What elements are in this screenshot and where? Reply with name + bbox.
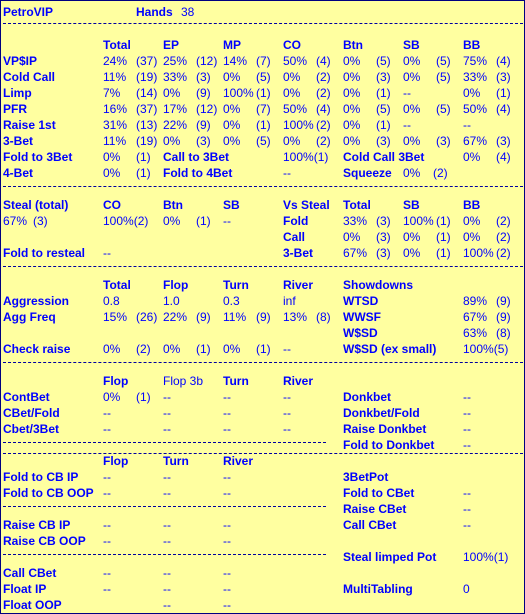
vs-cbet-cell-value: -- [163, 518, 171, 532]
preflop-cell-value: -- [463, 118, 471, 132]
vs-cbet-cell-value: -- [223, 598, 231, 612]
preflop-cell-count: (2) [316, 86, 331, 100]
preflop-cell-value: 0% [403, 102, 421, 116]
vs-cbet-cell-value: -- [103, 566, 111, 580]
preflop-cell-value: 50% [283, 54, 308, 68]
showdown-count: (8) [496, 326, 511, 340]
vs-steal-cell-value: 100% [403, 214, 434, 228]
vs-cbet-cell-value: -- [163, 566, 171, 580]
preflop-cell-value: 16% [103, 102, 128, 116]
preflop-cell-value: 67% [463, 134, 488, 148]
preflop-cell-count: (37) [136, 54, 158, 68]
preflop-cell-count: (3) [196, 70, 211, 84]
showdown-value: 63% [463, 326, 488, 340]
four-bet-count: (1) [136, 166, 151, 180]
vs-cbet-cell-value: -- [223, 518, 231, 532]
preflop-cell-count: (5) [436, 70, 451, 84]
showdown-row-label: WTSD [343, 294, 379, 308]
preflop-cell-value: 100% [223, 86, 254, 100]
four-bet-value: 0% [103, 166, 121, 180]
cbet-col-header: Turn [223, 374, 249, 388]
fold-to-3bet-value: 0% [103, 150, 121, 164]
cbet-cell-value: -- [103, 406, 111, 420]
preflop-cell-count: (9) [196, 118, 211, 132]
donk-row-label: Fold to Donkbet [343, 438, 435, 452]
steal-limped-pot-value: 100%(1) [463, 550, 509, 564]
cbet-cell-value: -- [163, 390, 171, 404]
preflop-cell-value: 0% [163, 134, 181, 148]
preflop-cell-value: 11% [103, 70, 127, 84]
cbet-cell-value: -- [283, 422, 291, 436]
steal-total-value: 67% [3, 214, 28, 228]
preflop-cell-count: (1) [496, 86, 511, 100]
preflop-cell-count: (4) [496, 102, 511, 116]
vs-cbet-cell-value: -- [223, 470, 231, 484]
preflop-cell-value: 22% [163, 118, 188, 132]
preflop-cell-count: (2) [316, 70, 331, 84]
threebet-pot-value: -- [463, 502, 471, 516]
section-separator [3, 186, 523, 187]
showdown-row-label: WWSF [343, 310, 381, 324]
cbet-col-header: Flop [103, 374, 129, 388]
postflop-col-header: Total [103, 278, 131, 292]
preflop-col-header: EP [163, 38, 180, 52]
preflop-cell-count: (5) [256, 70, 271, 84]
donk-row-label: Donkbet/Fold [343, 406, 420, 420]
agg-freq-count: (8) [316, 310, 331, 324]
preflop-cell-value: 17% [163, 102, 188, 116]
postflop-col-header: Turn [223, 278, 249, 292]
aggression-value: 0.3 [223, 294, 240, 308]
vs-cbet-cell-value: -- [163, 598, 171, 612]
cbet-col-header: Flop 3b [163, 374, 204, 388]
steal-btn-count: (1) [196, 214, 211, 228]
preflop-row-label: PFR [3, 102, 27, 116]
vs-steal-cell-count: (2) [496, 214, 511, 228]
agg-freq-value: 15% [103, 310, 128, 324]
vs-steal-cell-count: (2) [496, 230, 511, 244]
vs-cbet-col-header: River [223, 454, 254, 468]
vs-steal-row-label: 3-Bet [283, 246, 314, 260]
steal-co-value: 100%(2) [103, 214, 149, 228]
vs-cbet-row-label: Raise CB IP [3, 518, 71, 532]
donk-value: -- [463, 438, 471, 452]
preflop-cell-value: 0% [403, 70, 421, 84]
preflop-cell-value: 0% [403, 134, 421, 148]
preflop-cell-count: (37) [136, 102, 158, 116]
aggression-value: 0.8 [103, 294, 120, 308]
squeeze-label: Squeeze [343, 166, 392, 180]
vs-cbet-cell-value: -- [223, 486, 231, 500]
threebet-pot-value: -- [463, 518, 471, 532]
cbet-row-label: CBet/Fold [3, 406, 60, 420]
check-raise-label: Check raise [3, 342, 71, 356]
cbet-cell-value: -- [223, 406, 231, 420]
hands-value: 38 [181, 5, 195, 19]
fold-to-resteal-label: Fold to resteal [3, 246, 86, 260]
fold-to-3bet-label: Fold to 3Bet [3, 150, 73, 164]
vs-steal-cell-value: 100% [463, 246, 494, 260]
preflop-cell-value: 0% [223, 118, 241, 132]
preflop-row-label: VP$IP [3, 54, 38, 68]
vs-cbet-cell-value: -- [103, 534, 111, 548]
cold-call-3bet-label: Cold Call 3Bet [343, 150, 425, 164]
section-separator [3, 554, 326, 555]
preflop-cell-count: (13) [136, 118, 158, 132]
postflop-col-header: Flop [163, 278, 189, 292]
donk-value: -- [463, 406, 471, 420]
preflop-cell-value: 24% [103, 54, 128, 68]
vs-steal-cell-value: 0% [403, 230, 421, 244]
preflop-cell-value: 75% [463, 54, 488, 68]
cbet-cell-value: -- [223, 390, 231, 404]
preflop-cell-value: 0% [223, 102, 241, 116]
preflop-col-header: Total [103, 38, 131, 52]
vs-steal-cell-count: (2) [496, 246, 511, 260]
preflop-col-header: Btn [343, 38, 363, 52]
cbet-row-label: ContBet [3, 390, 50, 404]
steal-total-label: Steal (total) [3, 198, 69, 212]
threebet-pot-value: -- [463, 486, 471, 500]
preflop-col-header: BB [463, 38, 481, 52]
preflop-cell-value: 0% [343, 102, 361, 116]
preflop-cell-value: 11% [103, 134, 127, 148]
vs-cbet-row-label: Float OOP [3, 598, 62, 612]
vs-cbet-cell-value: -- [163, 486, 171, 500]
donk-row-label: Raise Donkbet [343, 422, 427, 436]
cbet-cell-value: 0% [103, 390, 121, 404]
preflop-cell-count: (9) [196, 86, 211, 100]
preflop-cell-count: (1) [376, 118, 391, 132]
vs-steal-cell-value: 0% [343, 230, 361, 244]
agg-freq-count: (9) [256, 310, 271, 324]
vs-cbet-cell-value: -- [103, 518, 111, 532]
preflop-cell-count: (5) [436, 102, 451, 116]
section-separator [3, 506, 326, 507]
preflop-cell-count: (14) [136, 86, 158, 100]
squeeze-value: 0% [403, 166, 421, 180]
check-raise-count: (1) [196, 342, 211, 356]
threebet-pot-title: 3BetPot [343, 470, 389, 484]
preflop-cell-value: 0% [283, 70, 301, 84]
vs-cbet-cell-value: -- [103, 582, 111, 596]
vs-steal-cell-value: 0% [463, 230, 481, 244]
vs-cbet-cell-value: -- [103, 486, 111, 500]
preflop-cell-count: (3) [196, 134, 211, 148]
preflop-cell-count: (4) [496, 54, 511, 68]
preflop-cell-value: 0% [343, 118, 361, 132]
vs-cbet-row-label: Float IP [3, 582, 47, 596]
preflop-row-label: Raise 1st [3, 118, 56, 132]
section-separator [3, 442, 326, 443]
vs-steal-cell-count: (3) [376, 230, 391, 244]
threebet-pot-row-label: Raise CBet [343, 502, 407, 516]
vs-cbet-row-label: Call CBet [3, 566, 57, 580]
cbet-cell-value: -- [283, 406, 291, 420]
cbet-cell-value: -- [103, 422, 111, 436]
check-raise-value: 0% [223, 342, 241, 356]
agg-freq-value: 13% [283, 310, 308, 324]
preflop-row-label: 3-Bet [3, 134, 34, 148]
preflop-cell-count: (12) [196, 102, 218, 116]
vs-steal-col-header: BB [463, 198, 481, 212]
threebet-pot-row-label: Call CBet [343, 518, 397, 532]
vs-cbet-cell-value: -- [163, 582, 171, 596]
postflop-col-header: River [283, 278, 314, 292]
aggression-value: 1.0 [163, 294, 180, 308]
fold-to-3bet-count: (1) [136, 150, 151, 164]
check-raise-value: 0% [163, 342, 181, 356]
vs-steal-cell-count: (3) [376, 214, 391, 228]
vs-steal-row-label: Fold [283, 214, 309, 228]
agg-freq-count: (9) [196, 310, 211, 324]
vs-cbet-cell-value: -- [103, 470, 111, 484]
vs-cbet-col-header: Flop [103, 454, 129, 468]
steal-co-label: CO [103, 198, 121, 212]
call-to-3bet-value: 100%(1) [283, 150, 329, 164]
preflop-cell-value: 50% [463, 102, 488, 116]
preflop-cell-count: (2) [316, 118, 331, 132]
aggression-value: inf [283, 294, 296, 308]
preflop-cell-count: (4) [316, 102, 331, 116]
cold-call-3bet-value: 0% [463, 150, 481, 164]
vs-steal-label: Vs Steal [283, 198, 330, 212]
aggression-label: Aggression [3, 294, 70, 308]
steal-total-count: (3) [33, 214, 48, 228]
preflop-cell-value: 31% [103, 118, 128, 132]
check-raise-value: 0% [103, 342, 121, 356]
steal-btn-label: Btn [163, 198, 183, 212]
vs-steal-row-label: Call [283, 230, 306, 244]
preflop-cell-value: 0% [163, 86, 181, 100]
showdown-value: 89% [463, 294, 488, 308]
vs-steal-cell-count: (1) [436, 214, 451, 228]
preflop-cell-count: (3) [376, 134, 391, 148]
cbet-cell-value: -- [163, 406, 171, 420]
cbet-cell-value: -- [283, 390, 291, 404]
preflop-cell-count: (7) [256, 102, 271, 116]
threebet-pot-row-label: Fold to CBet [343, 486, 415, 500]
cbet-row-label: Cbet/3Bet [3, 422, 60, 436]
check-raise-count: (1) [256, 342, 271, 356]
section-separator [3, 362, 523, 363]
four-bet-label: 4-Bet [3, 166, 34, 180]
preflop-row-label: Limp [3, 86, 32, 100]
preflop-cell-value: 33% [163, 70, 188, 84]
preflop-col-header: MP [223, 38, 241, 52]
fold-to-4bet-value: -- [283, 166, 291, 180]
preflop-cell-value: 50% [283, 102, 308, 116]
preflop-cell-count: (12) [196, 54, 218, 68]
steal-btn-value: 0% [163, 214, 181, 228]
preflop-cell-value: 7% [103, 86, 121, 100]
showdown-count: (9) [496, 310, 511, 324]
preflop-cell-count: (3) [496, 70, 511, 84]
steal-sb-label: SB [223, 198, 240, 212]
section-separator [3, 453, 523, 454]
call-to-3bet-label: Call to 3Bet [163, 150, 230, 164]
preflop-cell-value: 0% [343, 86, 361, 100]
vs-cbet-row-label: Fold to CB IP [3, 470, 79, 484]
hands-label: Hands [136, 5, 173, 19]
preflop-cell-count: (5) [376, 102, 391, 116]
vs-steal-cell-value: 67% [343, 246, 368, 260]
vs-steal-col-header: SB [403, 198, 420, 212]
vs-steal-cell-value: 33% [343, 214, 368, 228]
vs-cbet-col-header: Turn [163, 454, 189, 468]
showdown-value: 67% [463, 310, 488, 324]
preflop-cell-count: (7) [256, 54, 271, 68]
vs-steal-col-header: Total [343, 198, 371, 212]
vs-cbet-cell-value: -- [163, 470, 171, 484]
cbet-cell-value: -- [223, 422, 231, 436]
vs-steal-cell-value: 0% [463, 214, 481, 228]
squeeze-count: (2) [433, 166, 448, 180]
cbet-col-header: River [283, 374, 314, 388]
vs-cbet-row-label: Fold to CB OOP [3, 486, 94, 500]
showdown-row-label: W$SD [343, 326, 378, 340]
preflop-cell-count: (19) [136, 134, 158, 148]
showdown-value: 100%(5) [463, 342, 509, 356]
preflop-cell-count: (5) [436, 54, 451, 68]
fold-to-resteal-value: -- [103, 246, 111, 260]
preflop-cell-count: (3) [436, 134, 451, 148]
preflop-cell-count: (19) [136, 70, 158, 84]
showdown-row-label: W$SD (ex small) [343, 342, 437, 356]
agg-freq-value: 22% [163, 310, 188, 324]
preflop-cell-count: (5) [256, 134, 271, 148]
donk-value: -- [463, 422, 471, 436]
preflop-cell-count: (3) [496, 134, 511, 148]
section-separator [3, 266, 523, 267]
fold-to-4bet-label: Fold to 4Bet [163, 166, 233, 180]
preflop-cell-value: 33% [463, 70, 488, 84]
preflop-cell-count: (1) [376, 86, 391, 100]
donk-value: -- [463, 390, 471, 404]
player-name: PetroVIP [3, 5, 54, 19]
preflop-cell-value: 0% [343, 134, 361, 148]
preflop-cell-value: 14% [223, 54, 248, 68]
vs-cbet-cell-value: -- [223, 534, 231, 548]
preflop-cell-count: (3) [376, 70, 391, 84]
preflop-col-header: SB [403, 38, 420, 52]
multitabling-value: 0 [463, 582, 470, 596]
showdown-count: (9) [496, 294, 511, 308]
vs-cbet-cell-value: -- [223, 566, 231, 580]
preflop-row-label: Cold Call [3, 70, 56, 84]
multitabling-label: MultiTabling [343, 582, 413, 596]
agg-freq-label: Agg Freq [3, 310, 56, 324]
preflop-cell-value: 0% [223, 134, 241, 148]
vs-cbet-row-label: Raise CB OOP [3, 534, 86, 548]
preflop-cell-value: 0% [403, 54, 421, 68]
cbet-cell-count: (1) [136, 390, 151, 404]
cold-call-3bet-count: (4) [496, 150, 511, 164]
preflop-cell-value: -- [403, 86, 411, 100]
steal-sb-value: -- [223, 214, 231, 228]
preflop-cell-value: 0% [343, 70, 361, 84]
check-raise-value: -- [283, 342, 291, 356]
vs-steal-cell-count: (3) [376, 246, 391, 260]
preflop-cell-count: (5) [376, 54, 391, 68]
preflop-cell-value: 25% [163, 54, 188, 68]
vs-cbet-cell-value: -- [163, 534, 171, 548]
steal-limped-pot-label: Steal limped Pot [343, 550, 437, 564]
cbet-cell-value: -- [163, 422, 171, 436]
agg-freq-count: (26) [136, 310, 158, 324]
section-separator [3, 23, 523, 24]
preflop-cell-value: 100% [283, 118, 314, 132]
preflop-cell-value: 0% [283, 86, 301, 100]
donk-row-label: Donkbet [343, 390, 391, 404]
vs-cbet-cell-value: -- [223, 582, 231, 596]
preflop-cell-count: (2) [316, 134, 331, 148]
preflop-cell-count: (1) [256, 118, 271, 132]
preflop-cell-count: (4) [316, 54, 331, 68]
showdowns-title: Showdowns [343, 278, 413, 292]
preflop-cell-value: -- [403, 118, 411, 132]
vs-steal-cell-count: (1) [436, 246, 451, 260]
vs-steal-cell-value: 0% [403, 246, 421, 260]
preflop-cell-value: 0% [343, 54, 361, 68]
preflop-col-header: CO [283, 38, 301, 52]
preflop-cell-count: (1) [256, 86, 271, 100]
agg-freq-value: 11% [223, 310, 247, 324]
preflop-cell-value: 0% [463, 86, 481, 100]
vs-steal-cell-count: (1) [436, 230, 451, 244]
preflop-cell-value: 0% [223, 70, 241, 84]
check-raise-count: (2) [136, 342, 151, 356]
preflop-cell-value: 0% [283, 134, 301, 148]
